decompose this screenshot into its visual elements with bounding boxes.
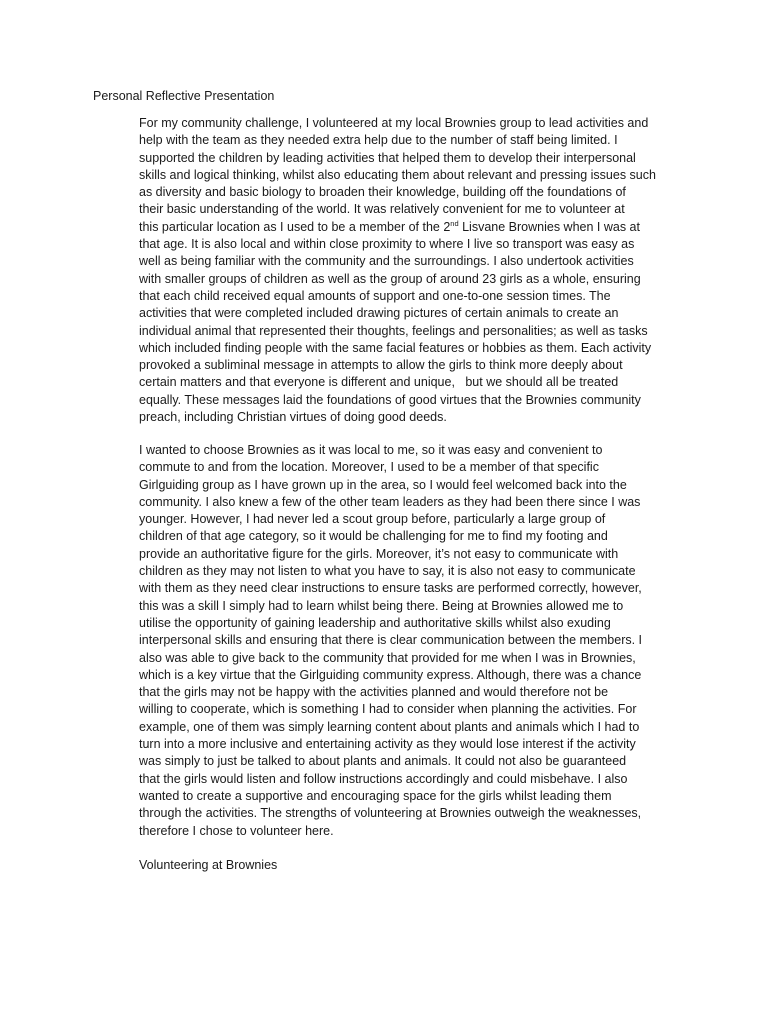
text-line: which included finding people with the same facial features or hobbies as them. Each activity <box>139 340 652 355</box>
ordinal-superscript: nd <box>450 218 459 228</box>
text-line: certain matters and that everyone is different and unique, but we should all be treated <box>139 375 619 390</box>
text-line: willing to cooperate, which is something I had to consider when planning the activities. For <box>139 702 637 717</box>
text-line: For my community challenge, I volunteered at my local Brownies group to lead activities and <box>139 116 649 130</box>
text-line: activities that were completed included drawing pictures of certain animals to create an <box>139 306 619 321</box>
text-segment: this particular location as I used to be a member of the 2 <box>139 219 451 234</box>
paragraph-community-challenge <box>139 115 679 426</box>
text-line: through the activities. The strengths of volunteering at Brownies outweigh the weaknesses, <box>139 806 642 821</box>
text-line: was simply to just be talked to about plants and animals. It could not also be guaranteed <box>139 754 627 769</box>
text-line: children as they may not listen to what you have to say, it is also not easy to communicate <box>139 564 636 579</box>
text-line: that age. It is also local and within close proximity to where I live so transport was easy as <box>139 237 635 252</box>
text-line: which is a key virtue that the Girlguiding community express. Although, there was a chance <box>139 667 642 682</box>
text-line: younger. However, I had never led a scout group before, particularly a large group of <box>139 512 606 527</box>
text-line: commute to and from the location. Moreover, I used to be a member of that specific <box>139 460 599 475</box>
text-line: interpersonal skills and ensuring that there is clear communication between the members. I <box>139 633 643 648</box>
document-title: Personal Reflective Presentation <box>93 89 275 103</box>
text-line: Girlguiding group as I have grown up in the area, so I would feel welcomed back into the <box>139 477 627 492</box>
text-line-with-superscript <box>139 219 679 236</box>
text-line: provide an authoritative figure for the girls. Moreover, it’s not easy to communicate with <box>139 546 619 561</box>
text-line: also was able to give back to the community that provided for me when I was in Brownies, <box>139 650 636 665</box>
text-line: wanted to create a supportive and encouraging space for the girls whilst leading them <box>139 788 612 803</box>
text-line: this was a skill I simply had to learn whilst being there. Being at Brownies allowed me to <box>139 598 624 613</box>
text-line: skills and logical thinking, whilst also educating them about relevant and pressing issues such <box>139 167 656 182</box>
text-line: help with the team as they needed extra help due to the number of staff being limited. I <box>139 133 618 148</box>
text-line: with smaller groups of children as well as the group of around 23 girls as a whole, ensuring <box>139 271 641 286</box>
text-line: that the girls may not be happy with the activities planned and would therefore not be <box>139 685 609 700</box>
text-line: well as being familiar with the community and the surroundings. I also undertook activities <box>139 254 634 269</box>
text-line: children of that age category, so it would be challenging for me to find my footing and <box>139 529 608 544</box>
text-line: supported the children by leading activities that helped them to develop their interpersonal <box>139 150 636 165</box>
text-line: provoked a subliminal message in attempts to allow the girls to think more deeply about <box>139 358 623 373</box>
text-line: turn into a more inclusive and entertaining activity as they would lose interest if the activity <box>139 737 636 752</box>
text-line: that each child received equal amounts of support and one-to-one session times. The <box>139 288 611 303</box>
text-line: community. I also knew a few of the other team leaders as they had been there since I was <box>139 494 641 509</box>
text-line: that the girls would listen and follow instructions accordingly and could misbehave. I also <box>139 771 628 786</box>
text-line: individual animal that represented their thoughts, feelings and personalities; as well as tasks <box>139 323 648 338</box>
text-line: preach, including Christian virtues of doing good deeds. <box>139 410 447 425</box>
text-segment: Lisvane Brownies when I was at <box>458 219 640 234</box>
section-heading-volunteering: Volunteering at Brownies <box>139 858 278 872</box>
text-line: I wanted to choose Brownies as it was local to me, so it was easy and convenient to <box>139 443 603 457</box>
paragraph-why-brownies <box>139 442 679 840</box>
text-line: as diversity and basic biology to broaden their knowledge, building off the foundations of <box>139 185 626 200</box>
text-line: equally. These messages laid the foundations of good virtues that the Brownies community <box>139 392 641 407</box>
text-line: with them as they need clear instructions to ensure tasks are performed correctly, however, <box>139 581 642 596</box>
text-line: example, one of them was simply learning content about plants and animals which I had to <box>139 719 640 734</box>
text-line: utilise the opportunity of gaining leadership and authoritative skills whilst also exuding <box>139 615 611 630</box>
text-line: therefore I chose to volunteer here. <box>139 823 334 838</box>
text-line: their basic understanding of the world. It was relatively convenient for me to volunteer at <box>139 202 625 217</box>
